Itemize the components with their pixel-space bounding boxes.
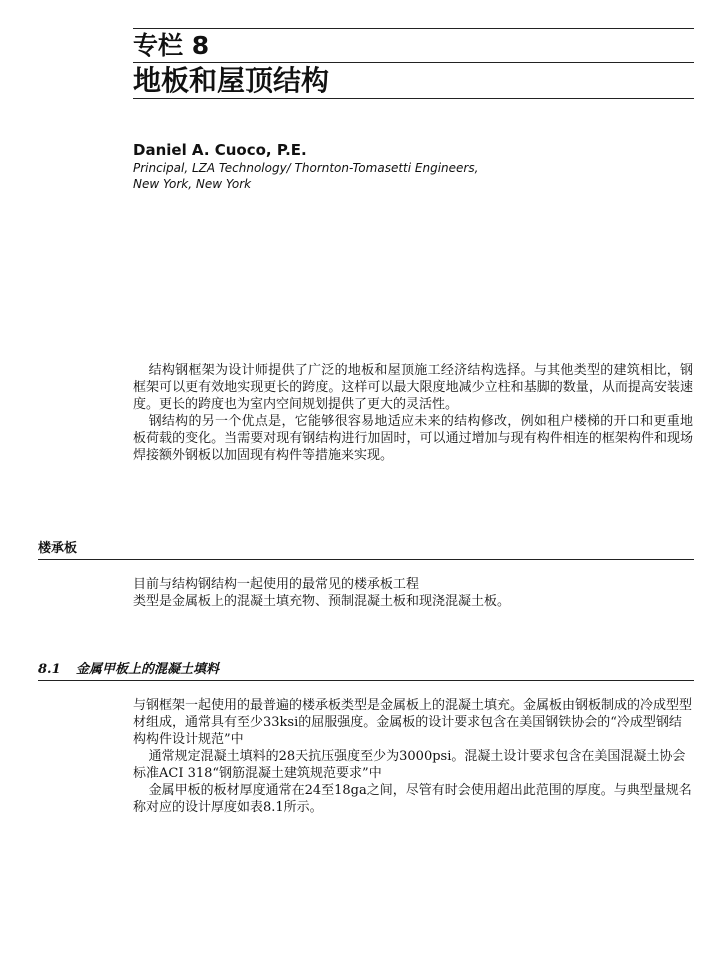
chapter-title: 地板和屋顶结构 bbox=[133, 64, 330, 97]
section-number: 8.1 bbox=[38, 662, 61, 677]
intro-paragraph-2: 钢结构的另一个优点是，它能够很容易地适应未来的结构修改，例如租户楼梯的开口和更重地板荷载的变化。当需要对现有钢结构进行加固时，可以通过增加与现有构件相连的框架构件和现场焊接额外钢板以加固现有构件等措施来实现。 bbox=[133, 414, 693, 463]
bottom-rule bbox=[133, 98, 694, 99]
author-name: Daniel A. Cuoco, P.E. bbox=[133, 141, 307, 159]
top-rule bbox=[133, 28, 694, 29]
section1-line-1: 目前与结构钢结构一起使用的最常见的楼承板工程 bbox=[133, 577, 420, 592]
middle-rule bbox=[133, 62, 694, 63]
section1-body bbox=[133, 576, 693, 610]
author-affiliation-line2: New York, New York bbox=[133, 177, 252, 191]
section1-line-2: 类型是金属板上的混凝土填充物、预制混凝土板和现浇混凝土板。 bbox=[133, 594, 511, 609]
section-heading-8-1 bbox=[38, 661, 694, 681]
author-affiliation-line1: Principal, LZA Technology/ Thornton-Tomasetti Engineers, bbox=[133, 161, 479, 175]
intro-paragraph-1: 结构钢框架为设计师提供了广泛的地板和屋顶施工经济结构选择。与其他类型的建筑相比，钢框架可以更有效地实现更长的跨度。这样可以最大限度地减少立柱和基脚的数量，从而提高安装速度。更长的跨度也为室内空间规划提供了更大的灵活性。 bbox=[133, 363, 693, 412]
section-heading-floor-deck: 楼承板 bbox=[38, 540, 694, 560]
intro-text bbox=[133, 362, 693, 464]
chapter-label: 专栏 8 bbox=[133, 31, 210, 60]
chapter-header bbox=[133, 28, 694, 99]
section2-body bbox=[133, 697, 693, 816]
section-title: 金属甲板上的混凝土填料 bbox=[76, 662, 220, 677]
section2-paragraph-3: 金属甲板的板材厚度通常在24至18ga之间，尽管有时会使用超出此范围的厚度。与典型量规名称对应的设计厚度如表8.1所示。 bbox=[133, 783, 692, 815]
author-block bbox=[133, 140, 693, 192]
section2-paragraph-1: 与钢框架一起使用的最普遍的楼承板类型是金属板上的混凝土填充。金属板由钢板制成的冷成型型材组成，通常具有至少33ksi的屈服强度。金属板的设计要求包含在美国钢铁协会的“冷成型钢结构构件设计规范”中 bbox=[133, 698, 693, 747]
section2-paragraph-2: 通常规定混凝土填料的28天抗压强度至少为3000psi。混凝土设计要求包含在美国混凝土协会标准ACI 318“钢筋混凝土建筑规范要求”中 bbox=[133, 749, 686, 781]
